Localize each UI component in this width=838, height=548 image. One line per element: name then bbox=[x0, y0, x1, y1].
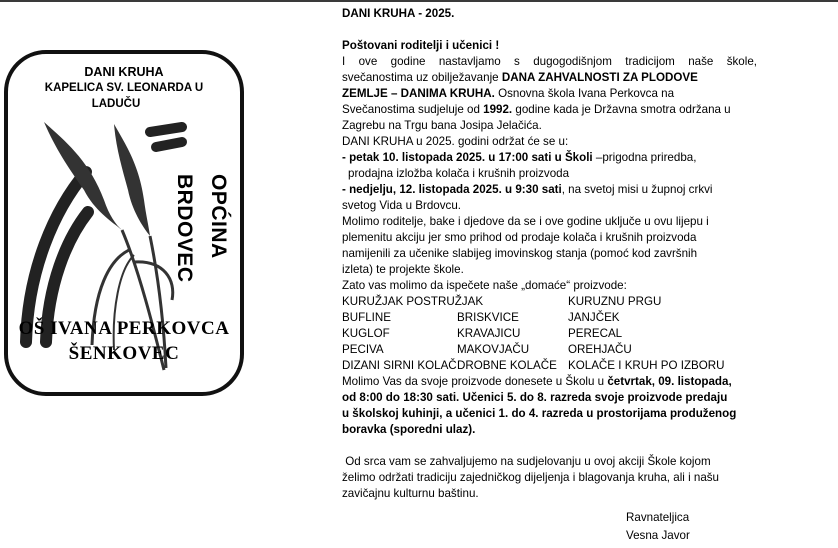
text-span: svečanostima uz obilježavanje bbox=[342, 71, 502, 84]
product-row bbox=[342, 358, 762, 374]
paragraph-3-line-4: izleta) te projekte škole. bbox=[342, 263, 464, 276]
bold-span: boravka (sporedni ulaz). bbox=[342, 423, 476, 436]
product-item: PERECAL bbox=[568, 327, 623, 340]
logo-school-name: OŠ IVANA PERKOVCA bbox=[18, 318, 230, 339]
product-row bbox=[342, 326, 762, 342]
product-item: MAKOVJAČU bbox=[457, 343, 530, 356]
school-logo bbox=[4, 50, 244, 396]
product-item: KRAVAJICU bbox=[457, 327, 521, 340]
paragraph-5-line-4 bbox=[342, 422, 475, 438]
product-row bbox=[342, 294, 762, 310]
paragraph-3-line-3: namijenili za učenike slabijeg imovinskog stanja (pomoć kod završnih bbox=[342, 247, 698, 260]
logo-subtitle-line2: LADUČU bbox=[91, 98, 141, 110]
bold-span: 1992. bbox=[483, 103, 513, 116]
event-2 bbox=[342, 182, 713, 198]
product-item: DIZANI SIRNI KOLAČ bbox=[342, 359, 457, 372]
logo-title: DANI KRUHA bbox=[84, 65, 164, 79]
event-1-date: - petak 10. listopada 2025. u 17:00 sati u Školi bbox=[342, 151, 593, 164]
event-2-date: - nedjelju, 12. listopada 2025. u 9:30 sati bbox=[342, 183, 562, 196]
text-span: godine kada je Državna smotra održana u bbox=[512, 103, 731, 116]
product-item: KUGLOF bbox=[342, 327, 390, 340]
product-item: OREHJAČU bbox=[568, 343, 632, 356]
paragraph-2-line-1: DANI KRUHA u 2025. godini održat će se u: bbox=[342, 135, 569, 148]
event-1-desc: –prigodna priredba, bbox=[592, 151, 697, 164]
paragraph-3-line-2: plemenitu akciju jer smo prihod od prodaje kolača i krušnih proizvoda bbox=[342, 231, 697, 244]
bold-span: od 8:00 do 18:30 sati. Učenici 5. do 8. razreda svoje proizvode predaju bbox=[342, 391, 728, 404]
product-item: KURUZNU PRGU bbox=[568, 295, 662, 308]
product-item: JANJČEK bbox=[568, 311, 620, 324]
event-1 bbox=[342, 150, 696, 166]
bold-span: u školskoj kuhinji, a učenici 1. do 4. razreda u prostorijama produženog bbox=[342, 407, 737, 420]
paragraph-4-line-1: Zato vas molimo da ispečete naše „domaće“ proizvode: bbox=[342, 279, 627, 292]
paragraph-6-line-1: Od srca vam se zahvaljujemo na sudjelovanju u ovoj akciji Škole kojom bbox=[342, 455, 711, 468]
paragraph-5-line-1 bbox=[342, 374, 732, 390]
product-item: PECIVA bbox=[342, 343, 384, 356]
logo-school-place: ŠENKOVEC bbox=[68, 343, 180, 364]
product-item: KURUŽJAK POSTRUŽJAK bbox=[342, 295, 484, 308]
bold-span: četvrtak, 09. listopada, bbox=[607, 375, 732, 388]
paragraph-6-line-3: zavičajnu kulturnu baštinu. bbox=[342, 487, 479, 500]
logo-vertical-text: OPĆINA BRDOVEC bbox=[173, 174, 230, 283]
paragraph-5-line-2 bbox=[342, 390, 727, 406]
bold-span: DANA ZAHVALNOSTI ZA PLODOVE bbox=[501, 71, 698, 84]
paragraph-6-line-2: želimo održati tradiciju zajedničkog dijeljenja i blagovanja kruha, ali i našu bbox=[342, 471, 720, 484]
event-2-line-2: svetog Vida u Brdovcu. bbox=[342, 199, 462, 212]
product-item: BRISKVICE bbox=[457, 311, 519, 324]
bold-span: ZEMLJE – DANIMA KRUHA. bbox=[342, 87, 495, 100]
text-span: Svečanostima sudjeluje od bbox=[342, 103, 484, 116]
paragraph-5-line-3 bbox=[342, 406, 736, 422]
event-1-line-2: prodajna izložba kolača i krušnih proizvoda bbox=[348, 167, 570, 180]
text-span: Osnovna škola Ivana Perkovca na bbox=[494, 87, 675, 100]
paragraph-1-line-2 bbox=[342, 70, 698, 86]
paragraph-3-line-1: Molimo roditelje, bake i djedove da se i ove godine uključe u ovu lijepu i bbox=[342, 215, 709, 228]
product-item: KOLAČE I KRUH PO IZBORU bbox=[568, 359, 725, 372]
paragraph-1-line-3 bbox=[342, 86, 674, 102]
paragraph-1-line-4 bbox=[342, 102, 731, 118]
letter-heading: DANI KRUHA - 2025. bbox=[342, 7, 455, 20]
logo-subtitle-line1: KAPELICA SV. LEONARDA U bbox=[44, 82, 204, 94]
signature-title: Ravnateljica bbox=[626, 511, 690, 524]
top-border bbox=[0, 0, 838, 2]
product-row bbox=[342, 310, 762, 326]
text-span: Molimo Vas da svoje proizvode donesete u Školu u bbox=[342, 375, 608, 388]
product-row bbox=[342, 342, 762, 358]
paragraph-1-line-1: I ove godine nastavljamo s dugogodišnjom tradicijom naše škole, bbox=[342, 55, 757, 68]
event-2-desc: , na svetoj misi u župnoj crkvi bbox=[561, 183, 713, 196]
greeting: Poštovani roditelji i učenici ! bbox=[342, 39, 500, 52]
signature-name: Vesna Javor bbox=[626, 529, 690, 542]
product-item: BUFLINE bbox=[342, 311, 391, 324]
paragraph-1-line-5: Zagrebu na Trgu bana Josipa Jelačića. bbox=[342, 119, 542, 132]
product-item: DROBNE KOLAČE bbox=[457, 359, 557, 372]
